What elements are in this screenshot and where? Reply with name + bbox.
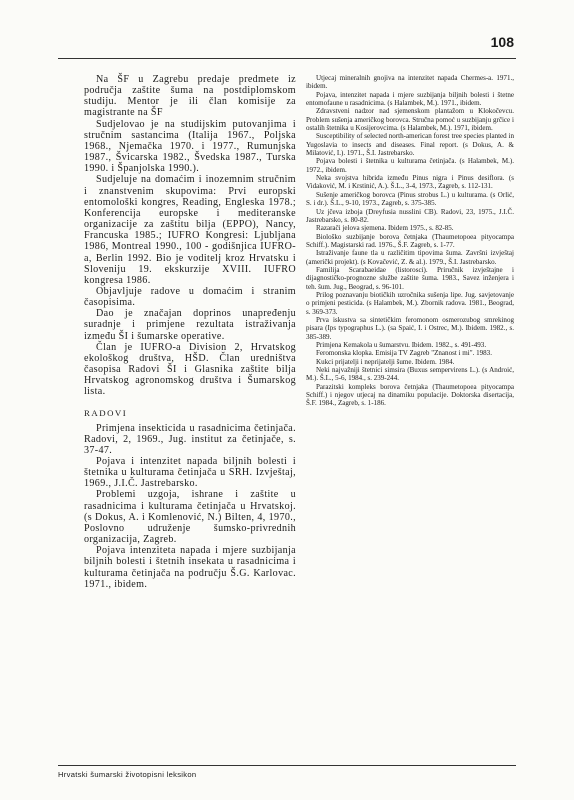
- body-paragraph: Sudjelovao je na studijskim putovanjima i stručnim sastancima (Italija 1967., Poljska 1968., Njemačka 1970. i 1977., Rumunjska 1987., Švicarska 1982., Švedska 1987., Turska 1990. i Španjolska 1990.).: [84, 118, 296, 175]
- right-column: [306, 74, 514, 408]
- reference-entry: Biološko suzbijanje borova četnjaka (Thaumetopoea pityocampa Schiff.). Magistarski rad. 1976., Š.F. Zagreb, s. 1-77.: [306, 232, 514, 249]
- reference-entry: Susceptibility of selected north-american forest tree species planted in Yugoslavia to insects and diseases. Final report. (s Dokus, A. & Milatović, I.). 1971., Š.I. Jastrebarsko.: [306, 132, 514, 158]
- reference-entry: Neki najvažniji štetnici simsira (Buxus sempervirens L.). (s Androić, M.). Š.L., 5-6, 1984., s. 239-244.: [306, 366, 514, 383]
- header-rule: [58, 58, 516, 59]
- reference-entry: Problemi uzgoja, ishrane i zaštite u rasadnicima i kulturama četinjača u Hrvatskoj. (s Dokus, A. i Komlenović, N.) Bilten, 4, 1970., Poslovno udruženje šumsko-privrednih organizacija, Zagreb.: [84, 489, 296, 546]
- reference-entry: Prilog poznavanju biotičkih uzročnika sušenja lipe. Jug. savjetovanje o primjeni pesticida. (s Halambek, M.). Zbornik radova. 1981., Beograd, s. 369-373.: [306, 290, 514, 316]
- section-heading-radovi: RADOVI: [84, 407, 128, 418]
- reference-entry: Pojava intenziteta napada i mjere suzbijanja biljnih bolesti i štetnih insekata u rasadnicima i kulturama četinjača na području Š.G. Karlovac. 1971., ibidem.: [84, 545, 296, 590]
- reference-entry: Kukci prijatelji i neprijatelji šume. Ibidem. 1984.: [316, 357, 455, 366]
- body-paragraph: Dao je značajan doprinos unapređenju suradnje i primjene rezultata istraživanja između ŠI i šumarske operative.: [84, 308, 296, 342]
- body-paragraph: Sudjeluje na domaćim i inozemnim stručnim i znanstvenim skupovima: Prvi europski entomološki kongres, Reading, Engleska 1978.; Konferencija europske i mediteranske organizacije za zaštitu bilja (EPPO), Nancy, Francuska 1985.; IUFRO Kongresi: Ljubljana 1986, Montreal 1990., 100 - godišnjica IUFRO-a, Berlin 1992. Bio je voditelj kroz Hrvatsku i Sloveniju 19. ekskurzije XVIII. IUFRO kongresa 1986.: [84, 174, 296, 286]
- footer-rule: [58, 765, 516, 766]
- body-paragraph: Na ŠF u Zagrebu predaje predmete iz područja zaštite šuma na postdiplomskom studiju. Mentor je ili član komisije za magistrante na ŠF: [84, 74, 296, 119]
- body-paragraph: Član je IUFRO-a Division 2, Hrvatskog ekološkog društva, HŠD. Član uredništva časopisa Radovi ŠI i Glasnika zaštite bilja Hrvatskog agronomskog društva i Šumarskog lista.: [84, 341, 296, 398]
- reference-entry: Primjena insekticida u rasadnicima četinjača. Radovi, 2, 1969., Jug. institut za četinjače, s. 37-47.: [84, 422, 296, 456]
- reference-entry: Istraživanje faune tla u različitim tipovima šuma. Završni izvještaj (američki projekt). (s Kovačević, Z. & al.). 1979., Š.I. Jastrebarsko.: [306, 249, 514, 266]
- running-footer: Hrvatski šumarski životopisni leksikon: [58, 770, 197, 779]
- reference-entry: Utjecaj mineralnih gnojiva na intenzitet napada Chermes-a. 1971., ibidem.: [306, 74, 514, 91]
- reference-entry: Pojava i intenzitet napada biljnih bolesti i štetnika u kulturama četinjača u SRH. Izvještaj, 1969., J.I.Č. Jastrebarsko.: [84, 456, 296, 490]
- page-number: 108: [490, 34, 514, 50]
- reference-entry: Feromonska klopka. Emisija TV Zagreb "Znanost i mi". 1983.: [316, 349, 492, 358]
- reference-entry: Sušenje američkog borovca (Pinus strobus L.) u kulturama. (s Orlić, S. i dr.). Š.L., 9-10, 1973., Zagreb, s. 375-385.: [306, 190, 514, 208]
- left-column: [84, 74, 296, 590]
- body-paragraph: Objavljuje radove u domaćim i stranim časopisima.: [84, 285, 296, 309]
- reference-entry: Pojava, intenzitet napada i mjere suzbijanja biljnih bolesti i štetne entomofaune u rasadnicima. (s Halambek, M.). 1971., ibidem.: [306, 90, 514, 108]
- reference-entry: Familija Scarabaeidae (listorosci). Priručnik izvještajne i dijagnostičko-prognozne službe zaštite šuma. 1983., Savez inženjera i teh. šum. Jug., Beograd, s. 96-101.: [306, 265, 514, 291]
- reference-entry: Prva iskustva sa sintetičkim feromonom osmerozubog smrekinog pisara (Ips typographus L.). (sa Spaić, I. i Ostrec, M.). Ibidem. 1982., s. 385-389.: [306, 315, 514, 341]
- reference-entry: Primjena Kemakola u šumarstvu. Ibidem. 1982., s. 491-493.: [316, 341, 487, 349]
- reference-entry: Razarači jelova sjemena. Ibidem 1975., s. 82-85.: [316, 224, 454, 233]
- reference-entry: Neka svojstva hibrida između Pinus nigra i Pinus desiflora. (s Vidaković, M. i Krstinić, A.). Š.L., 3-4, 1973., Zagreb, s. 112-131.: [306, 174, 514, 191]
- reference-entry: Pojava bolesti i štetnika u kulturama četinjača. (s Halambek, M.). 1972., ibidem.: [306, 157, 514, 174]
- reference-entry: Zdravstveni nadzor nad sjemenskom plantažom u Klokočevcu. Problem sušenja američkog borovca. Stručna pomoć u suzbijanju grčice i ostalih štetnika u Kosijerovcima. (s Halambek, M.). 1971, ibidem.: [306, 107, 514, 133]
- reference-entry: Parazitski kompleks borova četnjaka (Thaumetopoea pityocampa Schiff.) i njegov utjecaj na dinamiku populacije. Doktorska disertacija, Š.F. 1984., Zagreb, s. 1-186.: [306, 382, 514, 408]
- reference-entry: Uz jčeva izboja (Dreyfusia nusslini CB). Radovi, 23, 1975., J.I.Č. Jastrebarsko, s. 80-82.: [306, 207, 514, 224]
